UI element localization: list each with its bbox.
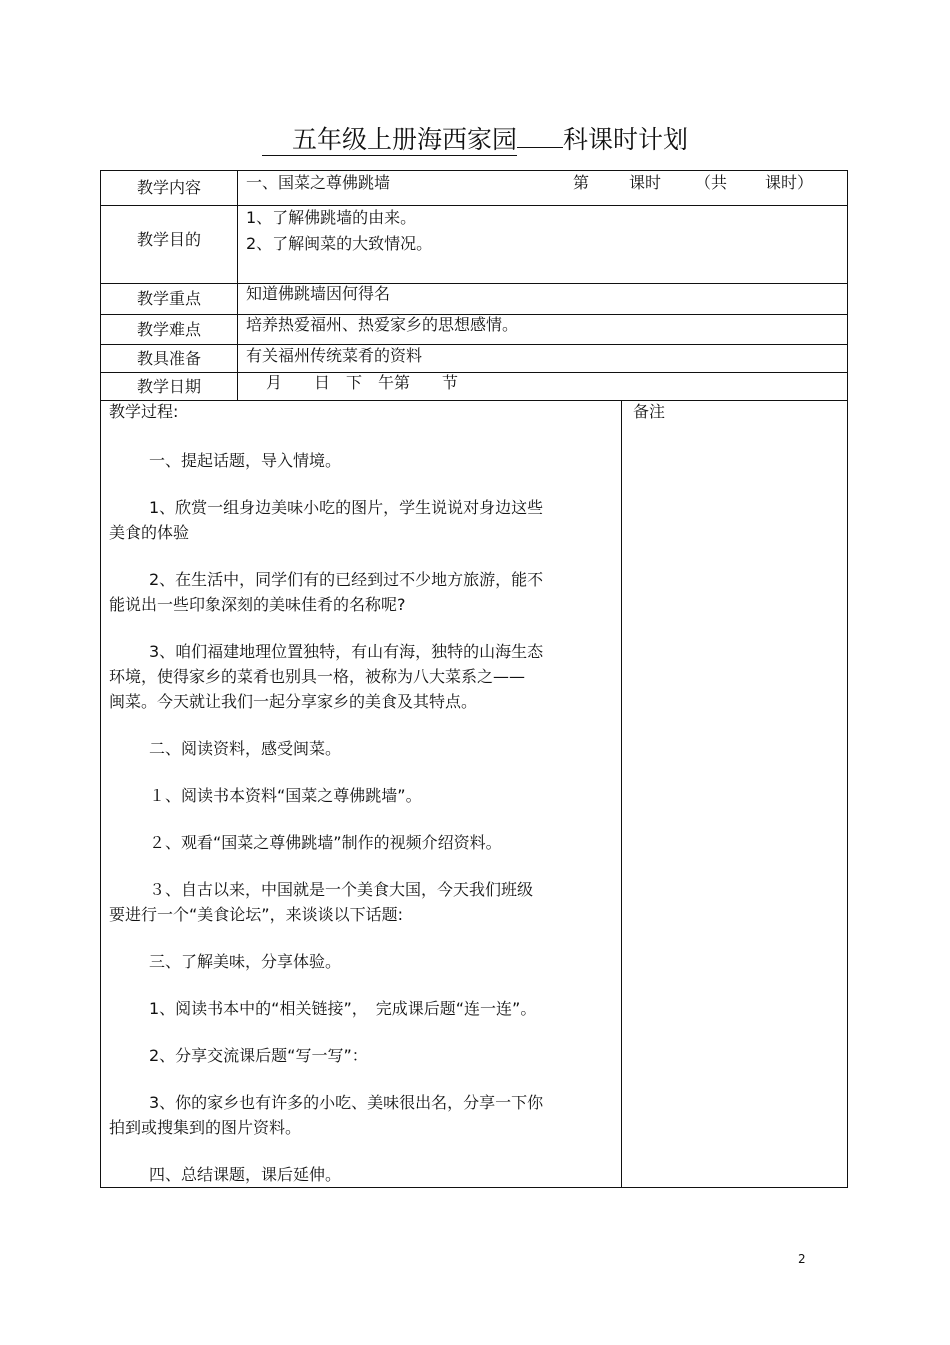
- process-spacer: [109, 761, 614, 783]
- process-spacer: [109, 545, 614, 567]
- process-spacer: [109, 808, 614, 830]
- lesson-keshi-total: 课时）: [765, 173, 814, 192]
- row-label-key-points: 教学重点: [136, 289, 201, 308]
- process-spacer: [109, 1068, 614, 1090]
- process-line: 要进行一个“美食论坛”，来谈谈以下话题:: [109, 905, 403, 924]
- date-text: 月 日 下 午第 节: [266, 373, 459, 392]
- lesson-keshi: 课时: [629, 173, 662, 192]
- column-divider: [237, 171, 238, 400]
- process-spacer: [109, 1140, 614, 1162]
- title-subject-blank: [517, 147, 563, 148]
- process-line: 环境，使得家乡的菜肴也别具一格，被称为八大菜系之——: [109, 667, 526, 686]
- materials-text: 有关福州传统菜肴的资料: [246, 346, 423, 365]
- process-line: 1、欣赏一组身边美味小吃的图片，学生说说对身边这些: [149, 498, 544, 517]
- column-divider: [621, 400, 622, 1188]
- page-title: [0, 122, 950, 158]
- process-spacer: [109, 617, 614, 639]
- lesson-gong: （共: [695, 173, 728, 192]
- process-line: 一、提起话题，导入情境。: [149, 451, 342, 470]
- row-label-materials: 教具准备: [136, 349, 201, 368]
- process-line: ３、自古以来，中国就是一个美食大国，今天我们班级: [149, 880, 534, 899]
- row-label-content: 教学内容: [136, 178, 201, 197]
- process-body: [109, 448, 614, 1187]
- process-spacer: [109, 855, 614, 877]
- process-line: 2、在生活中，同学们有的已经到过不少地方旅游，能不: [149, 570, 544, 589]
- process-line: 能说出一些印象深刻的美味佳肴的名称呢?: [109, 595, 406, 614]
- title-blank-field: 五年级上册海西家园: [262, 125, 517, 156]
- objective-line: 2、了解闽菜的大致情况。: [246, 234, 433, 253]
- difficulty-text: 培养热爱福州、热爱家乡的思想感情。: [246, 315, 519, 334]
- row-label-objectives: 教学目的: [136, 230, 201, 249]
- process-line: 美食的体验: [109, 523, 190, 542]
- process-line: 四、总结课题，课后延伸。: [149, 1165, 342, 1184]
- lesson-di: 第: [573, 173, 590, 192]
- process-line: 1、阅读书本中的“相关链接”， 完成课后题“连一连”。: [149, 999, 537, 1018]
- process-spacer: [109, 1021, 614, 1043]
- process-line: 3、你的家乡也有许多的小吃、美味很出名，分享一下你: [149, 1093, 544, 1112]
- process-line: 3、咱们福建地理位置独特，有山有海，独特的山海生态: [149, 642, 544, 661]
- process-line: 2、分享交流课后题“写一写”：: [149, 1046, 368, 1065]
- process-line: 闽菜。今天就让我们一起分享家乡的美食及其特点。: [109, 692, 478, 711]
- process-line: 三、了解美味，分享体验。: [149, 952, 342, 971]
- key-point-text: 知道佛跳墙因何得名: [246, 284, 391, 303]
- lesson-plan-table: [100, 170, 848, 1188]
- process-line: ２、观看“国菜之尊佛跳墙”制作的视频介绍资料。: [149, 833, 502, 852]
- objective-line: 1、了解佛跳墙的由来。: [246, 208, 417, 227]
- process-line: 二、阅读资料，感受闽菜。: [149, 739, 342, 758]
- process-line: 拍到或搜集到的图片资料。: [109, 1118, 302, 1137]
- row-label-date: 教学日期: [136, 377, 201, 396]
- process-heading: 教学过程:: [109, 402, 179, 421]
- process-spacer: [109, 714, 614, 736]
- title-suffix: 科课时计划: [563, 125, 689, 154]
- page-number: 2: [798, 1252, 806, 1266]
- process-spacer: [109, 473, 614, 495]
- process-line: １、阅读书本资料“国菜之尊佛跳墙”。: [149, 786, 422, 805]
- lesson-topic: 一、国菜之尊佛跳墙: [246, 173, 391, 192]
- row-label-difficulties: 教学难点: [136, 320, 201, 339]
- process-spacer: [109, 927, 614, 949]
- row-divider: [101, 205, 847, 206]
- remarks-heading: 备注: [633, 402, 666, 421]
- process-spacer: [109, 974, 614, 996]
